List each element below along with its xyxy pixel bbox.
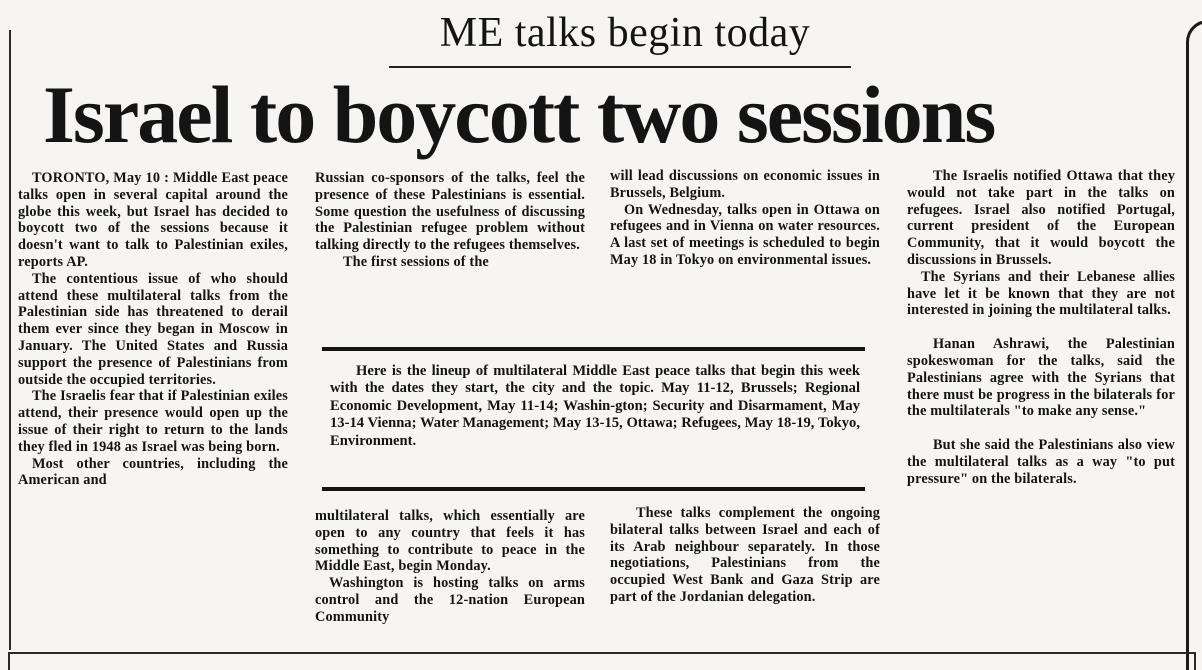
paragraph: Most other countries, including the American and bbox=[18, 455, 288, 489]
column-2-lower bbox=[315, 508, 585, 626]
column-1 bbox=[18, 170, 288, 489]
main-headline: Israel to boycott two sessions bbox=[43, 69, 995, 160]
column-2 bbox=[315, 170, 585, 271]
kicker-headline: ME talks begin today bbox=[439, 10, 811, 56]
clipping-left-edge bbox=[9, 30, 11, 650]
paragraph: The Syrians and their Lebanese allies have let it be known that they are not interested in joining the multilateral talks. bbox=[907, 268, 1175, 319]
paragraph: The Israelis fear that if Palestinian exiles attend, their presence would open up the issue of their right to return to the lands they fled in 1948 as Israel was being born. bbox=[18, 388, 288, 455]
paragraph: But she said the Palestinians also view the multilateral talks as a way "to put pressure" on the bilaterals. bbox=[907, 437, 1175, 487]
lineup-box-text: Here is the lineup of multilateral Middle East peace talks that begin this week with the dates they start, the city and the topic. May 11-12, Brussels; Regional Economic Development, May 11-14; Washin-gton; Security and Disarmament, May 13-14 Vienna; Water Management; May 13-15, Ottawa; Refugees, May 18-19, Tokyo, Environment. bbox=[330, 363, 860, 449]
kicker-underline bbox=[389, 66, 851, 68]
column-4 bbox=[907, 168, 1175, 488]
paragraph: multilateral talks, which essentially are open to any country that feels it has something to contribute to peace in the Middle East, begin Monday. bbox=[315, 508, 585, 575]
lineup-box bbox=[330, 363, 860, 450]
paragraph: Russian co-sponsors of the talks, feel the presence of these Palestinians is essential. Some question the usefulness of discussing the Palestinian refugee problem without talking directly to the refugees themselves. bbox=[315, 170, 585, 254]
paragraph: TORONTO, May 10 : Middle East peace talks open in several capital around the globe this week, but Israel has decided to boycott two of the sessions because it doesn't want to talk to Palestinian exiles, reports AP. bbox=[18, 170, 288, 270]
paragraph: The Israelis notified Ottawa that they would not take part in the talks on refugees. Israel also notified Portugal, current president of the European Community, that it would boycott the discussions in Brussels. bbox=[907, 168, 1175, 268]
paragraph: Washington is hosting talks on arms control and the 12-nation European Community bbox=[315, 575, 585, 625]
clipping-bottom-frame bbox=[8, 652, 1196, 670]
paragraph: The first sessions of the bbox=[343, 253, 489, 270]
paragraph: The contentious issue of who should attend these multilateral talks from the Palestinian side has threatened to derail them ever since they began in Moscow in January. The United States and Russia support the presence of Palestinians from outside the occupied territories. bbox=[18, 270, 288, 388]
paragraph: will lead discussions on economic issues in Brussels, Belgium. bbox=[610, 168, 880, 201]
paragraph: On Wednesday, talks open in Ottawa on refugees and in Vienna on water resources. A last set of meetings is scheduled to begin May 18 in Tokyo on environmental issues. bbox=[610, 201, 880, 268]
column-3-lower bbox=[610, 505, 880, 606]
lineup-box-top-rule bbox=[322, 347, 865, 351]
page-curl-edge bbox=[1186, 20, 1202, 670]
paragraph: These talks complement the ongoing bilateral talks between Israel and each of its Arab neighbour separately. In those negotiations, Palestinians from the occupied West Bank and Gaza Strip are part of the Jordanian delegation. bbox=[610, 505, 880, 605]
column-3 bbox=[610, 168, 880, 269]
paragraph: Hanan Ashrawi, the Palestinian spokeswoman for the talks, said the Palestinians agree with the Syrians that there must be progress in the bilaterals for the multilaterals "to make any sense." bbox=[907, 336, 1175, 420]
lineup-box-bottom-rule bbox=[322, 487, 865, 491]
